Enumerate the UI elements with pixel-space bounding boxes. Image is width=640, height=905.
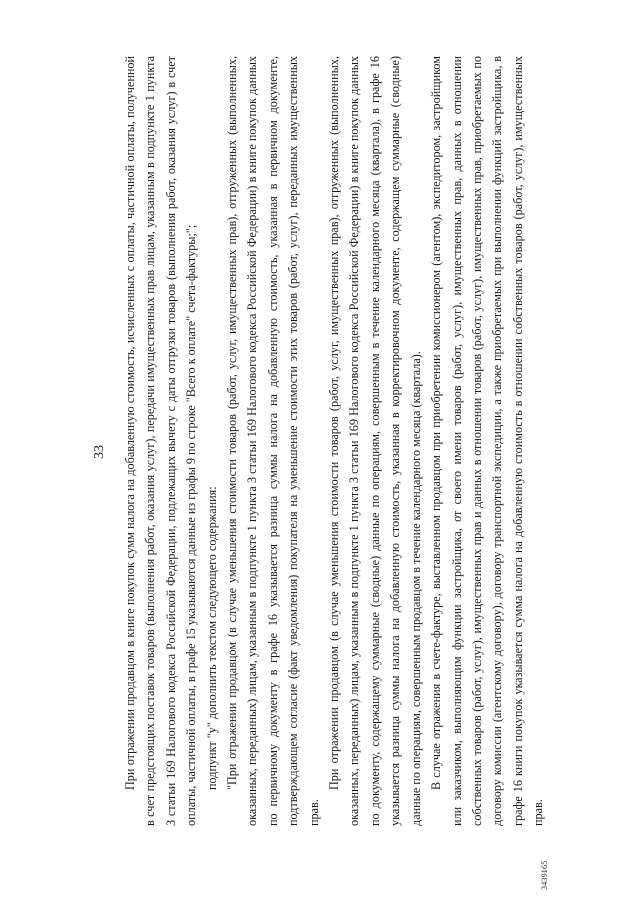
page-number: 33 (92, 445, 107, 459)
paragraph: "При отражении продавцом (в случае уменьшения стоимости товаров (работ, услуг, имущественных прав), отгруженных (выполненных, оказанных, переданных) лицам, указанным в подпункте 1 пункта 3 статьи 169 Налогового кодекса Российской Федерации) в книге покупок данных по первичному документу в графе 16 указывается разница суммы налога на добавленную стоимость, указанная в первичном документе, подтверждающем согласие (факт уведомления) покупателя на уменьшение стоимости этих товаров (работ, услуг), переданных имущественных прав. (225, 56, 321, 826)
document-id: 3439165 (540, 860, 549, 890)
rotated-page (70, 42, 570, 890)
paragraph: При отражении продавцом в книге покупок сумм налога на добавленную стоимость, исчисленных с оплаты, частичной оплаты, полученной в счет предстоящих поставок товаров (выполнения работ, оказания услуг), передачи имущественных прав лицам, указанным в подпункте 1 пункта 3 статьи 169 Налогового кодекса Российской Федерации, подлежащих вычету с даты отгрузки товаров (выполнения работ, оказания услуг) в счет оплаты, частичной оплаты, в графе 15 указываются данные из графы 9 по строке "Всего к оплате" счета-фактуры;"; (123, 56, 199, 826)
paragraph: При отражении продавцом (в случае уменьшения стоимости товаров (работ, услуг, имущественных прав), отгруженных (выполненных, оказанных, переданных) лицам, указанным в подпункте 1 пункта 3 статьи 169 Налогового кодекса Российской Федерации) в книге покупок данных по документу, содержащему суммарные (сводные) данные по операциям, совершенным в течение календарного месяца (квартала), в графе 16 указывается разница суммы налога на добавленную стоимость, указанная в корректировочном документе, содержащем суммарные (сводные) данные по операциям, совершенным продавцом в течение календарного месяца (квартала). (327, 56, 423, 826)
body-text (120, 56, 549, 826)
paragraph: подпункт "у" дополнить текстом следующего содержания: (204, 486, 219, 790)
paragraph: В случае отражения в счете-фактуре, выставленном продавцом при приобретении комиссионером (агентом), экспедитором, застройщиком или заказчиком, выполняющим функции застройщика, от своего имени товаров (работ, услуг), имущественных прав, данных в отношении собственных товаров (работ, услуг), имущественных прав и данных в отношении товаров (работ, услуг), имущественных прав, приобретаемых по договору комиссии (агентскому договору), договору транспортной экспедиции, а также приобретаемых при выполнении функций застройщика, в графе 16 книги покупок указывается сумма налога на добавленную стоимость в отношении собственных товаров (работ, услуг), имущественных прав. (429, 56, 546, 826)
